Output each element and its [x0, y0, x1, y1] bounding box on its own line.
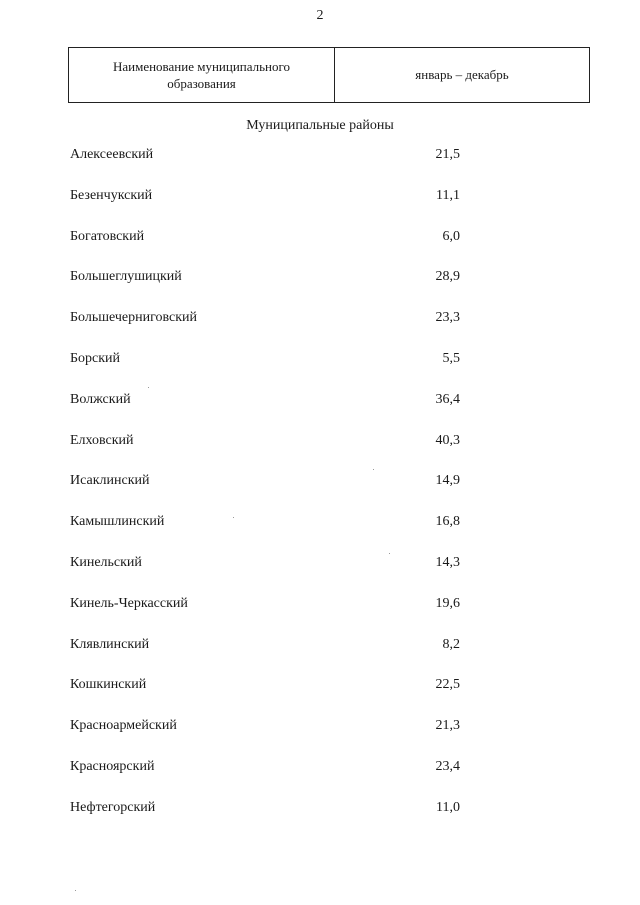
row-value: 22,5 [435, 677, 460, 693]
section-title: Муниципальные районы [246, 118, 394, 133]
row-value: 23,4 [435, 758, 460, 774]
row-value: 5,5 [442, 350, 460, 366]
row-name: Елховский [70, 432, 134, 448]
scan-speck [75, 890, 76, 891]
table-row [70, 392, 590, 433]
row-name: Богатовский [70, 228, 145, 244]
row-value: 16,8 [435, 514, 460, 530]
row-name: Борский [70, 350, 121, 366]
row-name: Камышлинский [70, 514, 165, 530]
table-row [70, 351, 590, 392]
row-name: Кинель-Черкасский [70, 595, 188, 611]
row-name: Нефтегорский [70, 799, 156, 815]
table-row [70, 473, 590, 514]
table-row [70, 269, 590, 310]
table-row [70, 147, 590, 188]
row-name: Большечерниговский [70, 310, 198, 326]
row-name: Волжский [70, 391, 131, 407]
row-value: 8,2 [442, 636, 460, 652]
table-row [70, 433, 590, 474]
row-value: 28,9 [435, 269, 460, 285]
table-row [70, 229, 590, 270]
row-name: Клявлинский [70, 636, 150, 652]
page-number: 2 [316, 8, 324, 23]
row-name: Кинельский [70, 554, 142, 570]
table-row [70, 759, 590, 800]
row-value: 23,3 [435, 310, 460, 326]
scan-speck [148, 387, 149, 388]
table-row [70, 800, 590, 841]
table-row [70, 555, 590, 596]
table-row [70, 596, 590, 637]
table-row [70, 677, 590, 718]
row-value: 6,0 [442, 228, 460, 244]
scan-speck [233, 517, 234, 518]
row-name: Красноярский [70, 758, 155, 774]
scan-speck [389, 553, 390, 554]
row-value: 19,6 [435, 595, 460, 611]
scan-speck [373, 469, 374, 470]
table-row [70, 514, 590, 555]
row-value: 21,5 [435, 147, 460, 162]
header-municipality-column: Наименование муниципального образования [69, 48, 335, 102]
row-value: 11,1 [436, 187, 460, 203]
table-row [70, 637, 590, 678]
row-name: Кошкинский [70, 677, 147, 693]
row-name: Алексеевский [70, 147, 154, 162]
header-period-column: январь – декабрь [415, 67, 509, 82]
table-row [70, 718, 590, 759]
row-value: 36,4 [435, 391, 460, 407]
row-name: Безенчукский [70, 187, 153, 203]
data-rows [70, 147, 590, 841]
row-value: 40,3 [435, 432, 460, 448]
row-name: Большеглушицкий [70, 269, 182, 285]
row-value: 21,3 [435, 718, 460, 734]
table-row [70, 310, 590, 351]
row-name: Красноармейский [70, 718, 177, 734]
table-header [68, 47, 590, 103]
table-row [70, 188, 590, 229]
row-value: 14,9 [435, 473, 460, 489]
row-value: 14,3 [435, 554, 460, 570]
row-value: 11,0 [436, 799, 460, 815]
row-name: Исаклинский [70, 473, 150, 489]
